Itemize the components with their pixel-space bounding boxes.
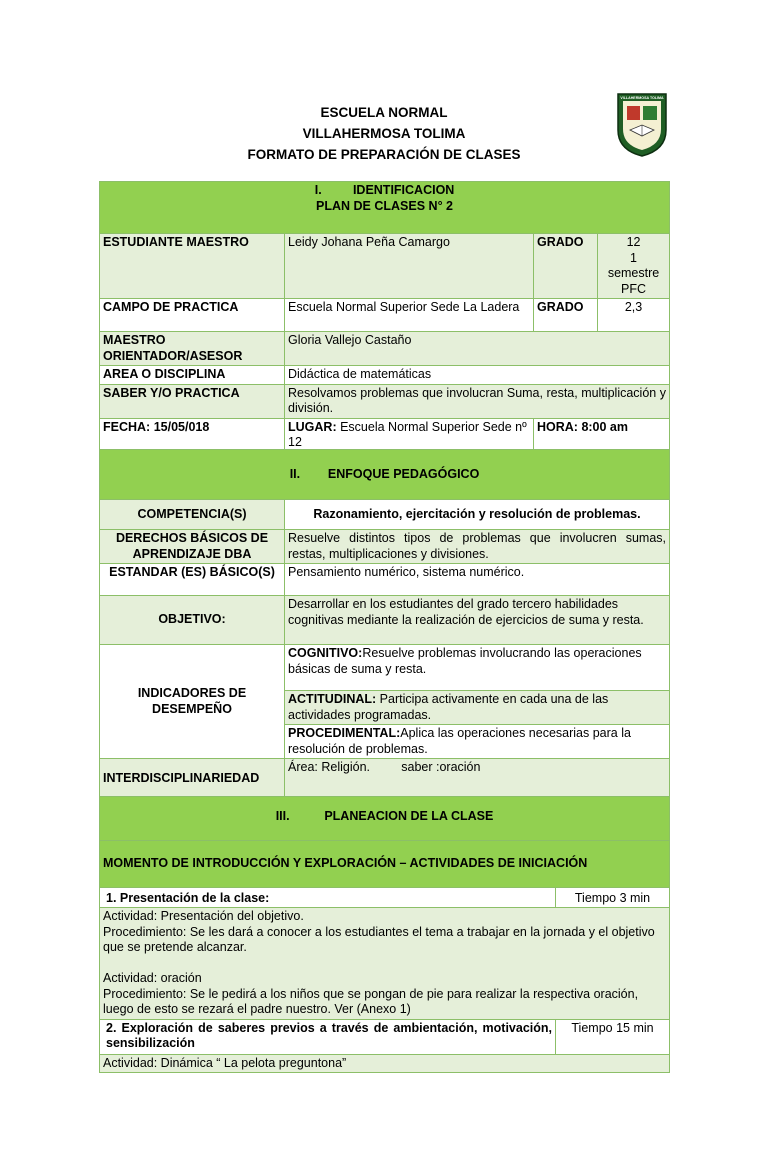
actitudinal-label: ACTITUDINAL: <box>288 692 377 706</box>
lugar-cell <box>285 418 534 452</box>
momento-heading: MOMENTO DE INTRODUCCIÓN Y EXPLORACIÓN – ACTIVIDADES DE INICIACIÓN <box>100 841 670 888</box>
lugar-value: Escuela Normal Superior Sede nº 12 <box>288 419 527 449</box>
grade-label: GRADO <box>534 234 598 299</box>
item-2-time: Tiempo 15 min <box>556 1019 670 1054</box>
indicadores-label: INDICADORES DE DESEMPEÑO <box>100 645 285 759</box>
competencia-label: COMPETENCIA(S) <box>100 500 285 530</box>
grade-value: 12 1 semestre PFC <box>598 234 670 299</box>
item-1-body: Actividad: Presentación del objetivo. Procedimiento: Se les dará a conocer a los estudiantes el tema a trabajar en la jornada y el objetivo que se pretende alcanzar. Actividad: oración Procedimiento: Se le pedirá a los niños que se pongan de pie para realizar la respectiva oración, luego de esto se rezará el padre nuestro. Ver (Anexo 1) <box>100 908 670 1020</box>
section-3-heading <box>100 797 670 841</box>
procedimental-label: PROCEDIMENTAL: <box>288 726 401 740</box>
saber-label: SABER Y/O PRACTICA <box>100 384 285 418</box>
saber-value: Resolvamos problemas que involucran Suma, resta, multiplicación y división. <box>285 384 670 418</box>
hora-label: HORA: 8:00 am <box>534 418 670 452</box>
school-seal-logo <box>616 92 668 158</box>
interdisciplinariedad-label: INTERDISCIPLINARIEDAD <box>100 759 285 800</box>
student-label: ESTUDIANTE MAESTRO <box>100 234 285 299</box>
section-2-numeral: II. <box>289 466 301 481</box>
dba-label: DERECHOS BÁSICOS DE APRENDIZAJE DBA <box>100 530 285 564</box>
section-3-title: PLANEACION DE LA CLASE <box>324 809 494 823</box>
estandar-label: ESTANDAR (ES) BÁSICO(S) <box>100 564 285 596</box>
section-1-heading <box>100 182 670 234</box>
section-1-title: IDENTIFICACION <box>352 183 455 197</box>
procedimental-cell <box>285 725 670 759</box>
area-label: AREA O DISCIPLINA <box>100 366 285 385</box>
cognitivo-cell <box>285 645 670 691</box>
actitudinal-value: Participa activamente en cada una de las actividades programadas. <box>288 692 609 722</box>
cognitivo-value: Resuelve problemas involucrando las operaciones básicas de suma y resta. <box>288 646 642 676</box>
pedagogical-table <box>99 449 670 800</box>
planning-table <box>99 796 670 1073</box>
header-line-3: FORMATO DE PREPARACIÓN DE CLASES <box>247 147 521 162</box>
campo-value: Escuela Normal Superior Sede La Ladera <box>285 299 534 332</box>
grade-2-value: 2,3 <box>598 299 670 332</box>
header-line-2: VILLAHERMOSA TOLIMA <box>302 126 466 141</box>
dba-value: Resuelve distintos tipos de problemas que involucren sumas, restas, multiplicaciones y divisiones. <box>285 530 670 564</box>
procedimental-value: Aplica las operaciones necesarias para la resolución de problemas. <box>288 726 631 756</box>
objetivo-label: OBJETIVO: <box>100 596 285 645</box>
cognitivo-label: COGNITIVO: <box>288 646 363 660</box>
estandar-value: Pensamiento numérico, sistema numérico. <box>285 564 670 596</box>
section-2-title: ENFOQUE PEDAGÓGICO <box>327 466 480 481</box>
competencia-value: Razonamiento, ejercitación y resolución de problemas. <box>285 500 670 530</box>
interdisciplinariedad-value: Área: Religión. saber :oración <box>285 759 670 800</box>
item-1-label: 1. Presentación de la clase: <box>100 888 556 908</box>
student-value: Leidy Johana Peña Camargo <box>285 234 534 299</box>
plan-number: PLAN DE CLASES N° 2 <box>316 198 453 213</box>
school-seal-text: VILLAHERMOSA TOLIMA <box>620 96 664 100</box>
section-2-heading <box>100 450 670 500</box>
header-line-1: ESCUELA NORMAL <box>320 105 448 120</box>
item-2-body: Actividad: Dinámica “ La pelota preguntona” <box>100 1054 670 1073</box>
area-value: Didáctica de matemáticas <box>285 366 670 385</box>
actitudinal-cell <box>285 691 670 725</box>
identification-table <box>99 181 670 453</box>
lugar-label: LUGAR: <box>288 419 337 434</box>
section-1-numeral: I. <box>314 183 322 197</box>
item-2-label: 2. Exploración de saberes previos a través de ambientación, motivación, sensibilización <box>100 1019 556 1054</box>
objetivo-value: Desarrollar en los estudiantes del grado tercero habilidades cognitivas mediante la realización de ejercicios de suma y resta. <box>285 596 670 645</box>
grade-2-label: GRADO <box>534 299 598 332</box>
campo-label: CAMPO DE PRACTICA <box>100 299 285 332</box>
section-3-numeral: III. <box>275 809 290 823</box>
maestro-value: Gloria Vallejo Castaño <box>285 332 670 366</box>
item-1-time: Tiempo 3 min <box>556 888 670 908</box>
maestro-label: MAESTRO ORIENTADOR/ASESOR <box>100 332 285 366</box>
fecha-label: FECHA: 15/05/018 <box>100 418 285 452</box>
